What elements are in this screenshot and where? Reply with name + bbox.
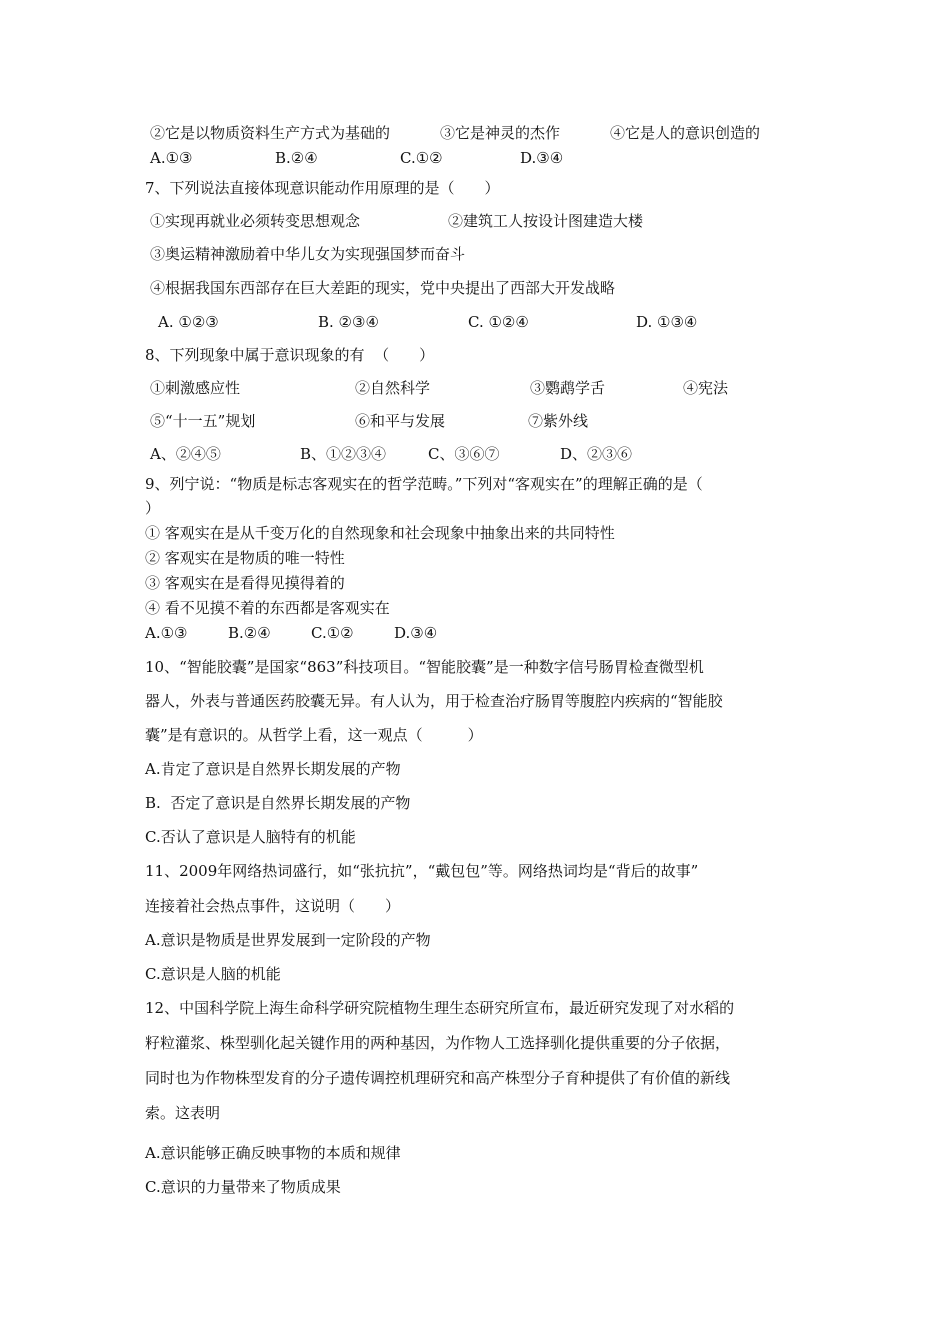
q7-stem: 7、下列说法直接体现意识能动作用原理的是（ ） — [145, 179, 500, 197]
q8-stem: 8、下列现象中属于意识现象的有 （ ） — [145, 346, 435, 364]
q8-option-d: D、②③⑥ — [560, 445, 633, 463]
q12-line-4: 索。这表明 — [145, 1104, 221, 1122]
q10-option-c: C.否认了意识是人脑特有的机能 — [145, 828, 356, 846]
q8-item-1: ①刺激感应性 — [150, 379, 241, 397]
q10-line-2: 器人，外表与普通医药胶囊无异。有人认为，用于检查治疗肠胃等腹腔内疾病的“智能胶 — [145, 692, 723, 710]
q6-option-c: C.①② — [400, 149, 443, 167]
q12-line-3: 同时也为作物株型发育的分子遗传调控机理研究和高产株型分子育种提供了有价值的新线 — [145, 1069, 731, 1087]
q8-item-2: ②自然科学 — [355, 379, 431, 397]
q7-statement-1: ①实现再就业必须转变思想观念 — [150, 212, 361, 230]
q9-option-b: B.②④ — [228, 624, 271, 642]
q9-statement-1: ① 客观实在是从千变万化的自然现象和社会现象中抽象出来的共同特性 — [145, 524, 615, 542]
q10-option-b: B. 否定了意识是自然界长期发展的产物 — [145, 794, 411, 812]
q7-option-b: B. ②③④ — [318, 313, 379, 331]
q9-statement-2: ② 客观实在是物质的唯一特性 — [145, 549, 345, 567]
q12-line-2: 籽粒灌浆、株型驯化起关键作用的两种基因，为作物人工选择驯化提供重要的分子依据， — [145, 1034, 731, 1052]
q10-option-a: A.肯定了意识是自然界长期发展的产物 — [145, 760, 401, 778]
q8-option-b: B、①②③④ — [300, 445, 387, 463]
q7-statement-2: ②建筑工人按设计图建造大楼 — [448, 212, 644, 230]
q7-statement-3: ③奥运精神激励着中华儿女为实现强国梦而奋斗 — [150, 245, 466, 263]
q8-item-4: ④宪法 — [683, 379, 729, 397]
q7-statement-4: ④根据我国东西部存在巨大差距的现实，党中央提出了西部大开发战略 — [150, 279, 616, 297]
q8-item-5: ⑤“十一五”规划 — [150, 412, 256, 430]
q6-statement-2: ②它是以物质资料生产方式为基础的 — [150, 124, 391, 142]
q10-line-3: 囊”是有意识的。从哲学上看，这一观点（ ） — [145, 726, 483, 744]
q6-option-d: D.③④ — [520, 149, 564, 167]
q11-line-1: 11、2009年网络热词盛行，如“张抗抗”，“戴包包”等。网络热词均是“背后的故事” — [145, 862, 699, 880]
q7-option-a: A. ①②③ — [158, 313, 219, 331]
q6-statement-4: ④它是人的意识创造的 — [610, 124, 761, 142]
q11-option-a: A.意识是物质是世界发展到一定阶段的产物 — [145, 931, 431, 949]
q12-option-c: C.意识的力量带来了物质成果 — [145, 1178, 341, 1196]
q8-option-c: C、③⑥⑦ — [428, 445, 500, 463]
q9-statement-4: ④ 看不见摸不着的东西都是客观实在 — [145, 599, 390, 617]
q6-statement-3: ③它是神灵的杰作 — [440, 124, 561, 142]
q8-item-6: ⑥和平与发展 — [355, 412, 446, 430]
q12-option-a: A.意识能够正确反映事物的本质和规律 — [145, 1144, 401, 1162]
q9-option-c: C.①② — [311, 624, 354, 642]
q9-stem: 9、列宁说：“物质是标志客观实在的哲学范畴。”下列对“客观实在”的理解正确的是（ — [145, 475, 703, 493]
q7-option-d: D. ①③④ — [636, 313, 698, 331]
q9-option-d: D.③④ — [394, 624, 438, 642]
q12-line-1: 12、中国科学院上海生命科学研究院植物生理生态研究所宣布，最近研究发现了对水稻的 — [145, 999, 735, 1017]
q8-option-a: A、②④⑤ — [150, 445, 221, 463]
q6-option-b: B.②④ — [275, 149, 318, 167]
q11-line-2: 连接着社会热点事件，这说明（ ） — [145, 897, 401, 915]
q6-option-a: A.①③ — [150, 149, 193, 167]
q8-item-7: ⑦紫外线 — [528, 412, 589, 430]
q10-line-1: 10、“智能胶囊”是国家“863”科技项目。“智能胶囊”是一种数字信号肠胃检查微型机 — [145, 658, 704, 676]
q9-option-a: A.①③ — [145, 624, 188, 642]
q9-stem-continuation: ） — [145, 499, 161, 517]
q7-option-c: C. ①②④ — [468, 313, 529, 331]
q9-statement-3: ③ 客观实在是看得见摸得着的 — [145, 574, 345, 592]
q8-item-3: ③鹦鹉学舌 — [530, 379, 606, 397]
q11-option-c: C.意识是人脑的机能 — [145, 965, 281, 983]
